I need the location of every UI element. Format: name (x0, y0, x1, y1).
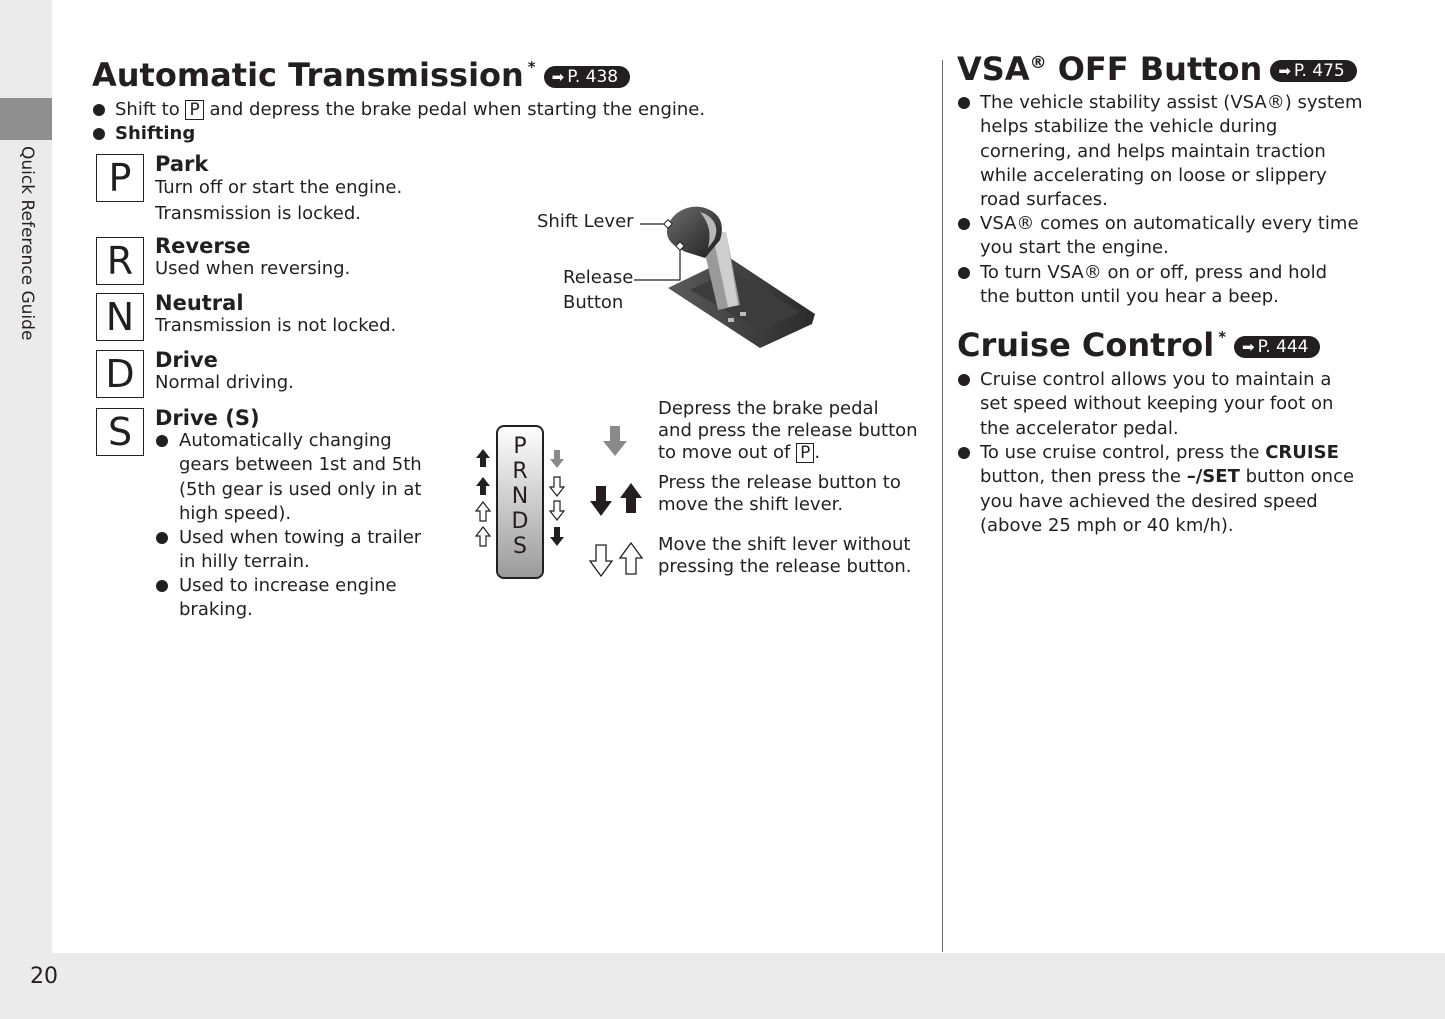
legend-no-release: Move the shift lever without pressing the release button. (658, 534, 912, 577)
legend-solid-down-icon (590, 486, 612, 516)
vsa-bullet: To turn VSA® on or off, press and hold the button until you hear a beep. (980, 262, 1328, 308)
shifting-label: Shifting (115, 123, 196, 144)
gear-d-name: Drive (155, 348, 218, 372)
page-ref-text: P. 438 (567, 67, 619, 87)
gear-r-desc: Used when reversing. (155, 258, 351, 279)
gear-d-box: D (96, 350, 144, 398)
vsa-bullet: The vehicle stability assist (VSA®) system helps stabilize the vehicle during cornering, and helps maintain traction while accelerating on loose or slippery road surfaces. (980, 92, 1363, 211)
bullet-icon (958, 97, 970, 109)
heading-text: OFF Button (1046, 50, 1263, 88)
p-position-box: P (796, 443, 814, 463)
release-button-label: Release Button (563, 267, 634, 313)
section-label: Quick Reference Guide (17, 146, 37, 341)
arrow-down-gray-icon (550, 450, 564, 468)
gear-n-name: Neutral (155, 291, 244, 315)
gear-d-desc: Normal driving. (155, 372, 294, 393)
arrow-down-hollow-icon (550, 477, 564, 520)
legend-release-button: Press the release button to move the shift lever. (658, 472, 901, 515)
page-ref-text: P. 444 (1257, 337, 1309, 357)
cruise-bullet: To use cruise control, press the CRUISE button, then press the –/SET button once you have achieved the desired speed (above 25 mph or 40 km/h). (980, 442, 1355, 536)
gear-p-name: Park (155, 152, 209, 176)
page-ref-link[interactable] (1234, 336, 1320, 358)
arrow-right-icon: ➡ (1278, 62, 1291, 80)
page-number: 20 (30, 964, 58, 989)
vsa-heading (957, 50, 1357, 88)
start-instruction: Shift to P and depress the brake pedal when starting the engine. (115, 99, 706, 120)
gear-n-box: N (96, 293, 144, 341)
legend-solid-up-icon (620, 483, 642, 513)
legend-brake-release: Depress the brake pedal and press the release button to move out of P . (658, 398, 918, 463)
asterisk: * (1218, 328, 1227, 346)
heading-text: Automatic Transmission (92, 56, 524, 94)
gear-p-box: P (96, 154, 144, 202)
asterisk: * (527, 58, 536, 76)
gear-r-name: Reverse (155, 234, 251, 258)
legend-hollow-down-icon (590, 545, 612, 576)
registered-mark: ® (1029, 53, 1047, 73)
gate-letters: P R N D S (511, 434, 529, 559)
arrow-up-solid-icon (476, 449, 490, 495)
gear-s-name: Drive (S) (155, 406, 260, 430)
cruise-control-heading (957, 326, 1320, 364)
shift-lever-label: Shift Lever (537, 211, 634, 232)
heading-text: VSA (957, 50, 1030, 88)
gear-p-desc: Transmission is locked. (155, 203, 362, 224)
legend-gray-arrow-icon (603, 426, 627, 456)
heading-text: Cruise Control (957, 326, 1215, 364)
bullet-icon (958, 218, 970, 230)
p-position-box: P (185, 100, 203, 120)
arrow-down-solid-icon (550, 527, 564, 546)
gear-p-desc: Turn off or start the engine. (155, 177, 403, 198)
gear-s-bullet: Used when towing a trailer in hilly terrain. (179, 527, 422, 573)
arrow-right-icon: ➡ (1242, 338, 1255, 356)
arrow-right-icon: ➡ (551, 68, 565, 86)
gear-r-box: R (96, 237, 144, 285)
bullet-icon (958, 267, 970, 279)
legend-hollow-up-icon (620, 543, 642, 574)
vsa-bullet: VSA® comes on automatically every time you start the engine. (980, 213, 1359, 259)
page-ref-text: P. 475 (1293, 61, 1345, 81)
page-ref-link[interactable] (1270, 60, 1356, 82)
gear-s-bullet: Automatically changing gears between 1st and 5th (5th gear is used only in at high speed). (179, 430, 422, 524)
gear-s-box: S (96, 408, 144, 456)
arrow-up-hollow-icon (476, 502, 490, 546)
gear-s-bullet: Used to increase engine braking. (179, 575, 397, 621)
gear-n-desc: Transmission is not locked. (155, 315, 397, 336)
cruise-bullet: Cruise control allows you to maintain a set speed without keeping your foot on the accelerator pedal. (980, 369, 1334, 439)
bullet-icon (958, 374, 970, 386)
bullet-icon (958, 447, 970, 459)
